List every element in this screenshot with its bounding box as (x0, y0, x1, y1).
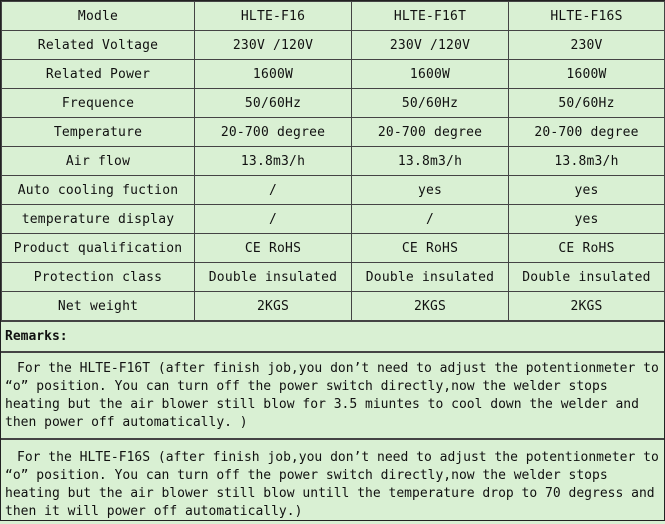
table-cell: 13.8m3/h (352, 147, 509, 176)
remark-note-text: For the HLTE-F16T (after finish job,you don’t need to adjust the potentionmeter to “o” position. You can turn off the power switch directly,now the welder stops heating but the air blower still blow for 3.5 miuntes to cool down the welder and then power off automatically. ) (5, 361, 659, 430)
table-cell: 20-700 degree (352, 118, 509, 147)
table-cell: CE RoHS (195, 234, 352, 263)
table-header-row (2, 2, 665, 31)
table-row (2, 263, 665, 292)
table-cell: 13.8m3/h (509, 147, 665, 176)
table-cell: CE RoHS (509, 234, 665, 263)
header-cell: HLTE-F16S (509, 2, 665, 31)
table-cell: 2KGS (509, 292, 665, 321)
table-cell: 230V /120V (352, 31, 509, 60)
table-row (2, 147, 665, 176)
table-cell: / (195, 176, 352, 205)
table-cell: 50/60Hz (352, 89, 509, 118)
table-cell: 50/60Hz (509, 89, 665, 118)
row-label: Auto cooling fuction (2, 176, 195, 205)
table-cell: 1600W (352, 60, 509, 89)
row-label: Frequence (2, 89, 195, 118)
table-row (2, 234, 665, 263)
row-label: Related Voltage (2, 31, 195, 60)
row-label: Temperature (2, 118, 195, 147)
table-cell: 1600W (509, 60, 665, 89)
table-cell: Double insulated (195, 263, 352, 292)
table-cell: 1600W (195, 60, 352, 89)
table-cell: 2KGS (352, 292, 509, 321)
remarks-title: Remarks: (1, 321, 664, 353)
table-cell: CE RoHS (352, 234, 509, 263)
table-row (2, 89, 665, 118)
table-cell: 230V /120V (195, 31, 352, 60)
table-cell: yes (352, 176, 509, 205)
table-row (2, 205, 665, 234)
table-cell: 50/60Hz (195, 89, 352, 118)
table-row (2, 31, 665, 60)
table-row (2, 292, 665, 321)
table-cell: yes (509, 176, 665, 205)
table-row (2, 60, 665, 89)
row-label: Net weight (2, 292, 195, 321)
header-cell: HLTE-F16T (352, 2, 509, 31)
header-cell: Modle (2, 2, 195, 31)
table-cell: / (195, 205, 352, 234)
row-label: Product qualification (2, 234, 195, 263)
table-cell: 20-700 degree (195, 118, 352, 147)
remark-note-text: For the HLTE-F16S (after finish job,you don’t need to adjust the potentionmeter to “o” position. You can turn off the power switch directly,now the welder stops heating but the air blower still blow untill the temperature drop to 70 degress and then it will power off automatically.) (5, 450, 659, 519)
row-label: temperature display (2, 205, 195, 234)
spec-table (1, 1, 665, 321)
table-cell: 230V (509, 31, 665, 60)
row-label: Protection class (2, 263, 195, 292)
remark-note (1, 438, 664, 524)
table-cell: / (352, 205, 509, 234)
table-cell: 13.8m3/h (195, 147, 352, 176)
table-cell: Double insulated (509, 263, 665, 292)
row-label: Related Power (2, 60, 195, 89)
table-row (2, 176, 665, 205)
table-cell: Double insulated (352, 263, 509, 292)
table-cell: yes (509, 205, 665, 234)
table-cell: 20-700 degree (509, 118, 665, 147)
remark-note (1, 353, 664, 438)
table-cell: 2KGS (195, 292, 352, 321)
header-cell: HLTE-F16 (195, 2, 352, 31)
row-label: Air flow (2, 147, 195, 176)
table-row (2, 118, 665, 147)
